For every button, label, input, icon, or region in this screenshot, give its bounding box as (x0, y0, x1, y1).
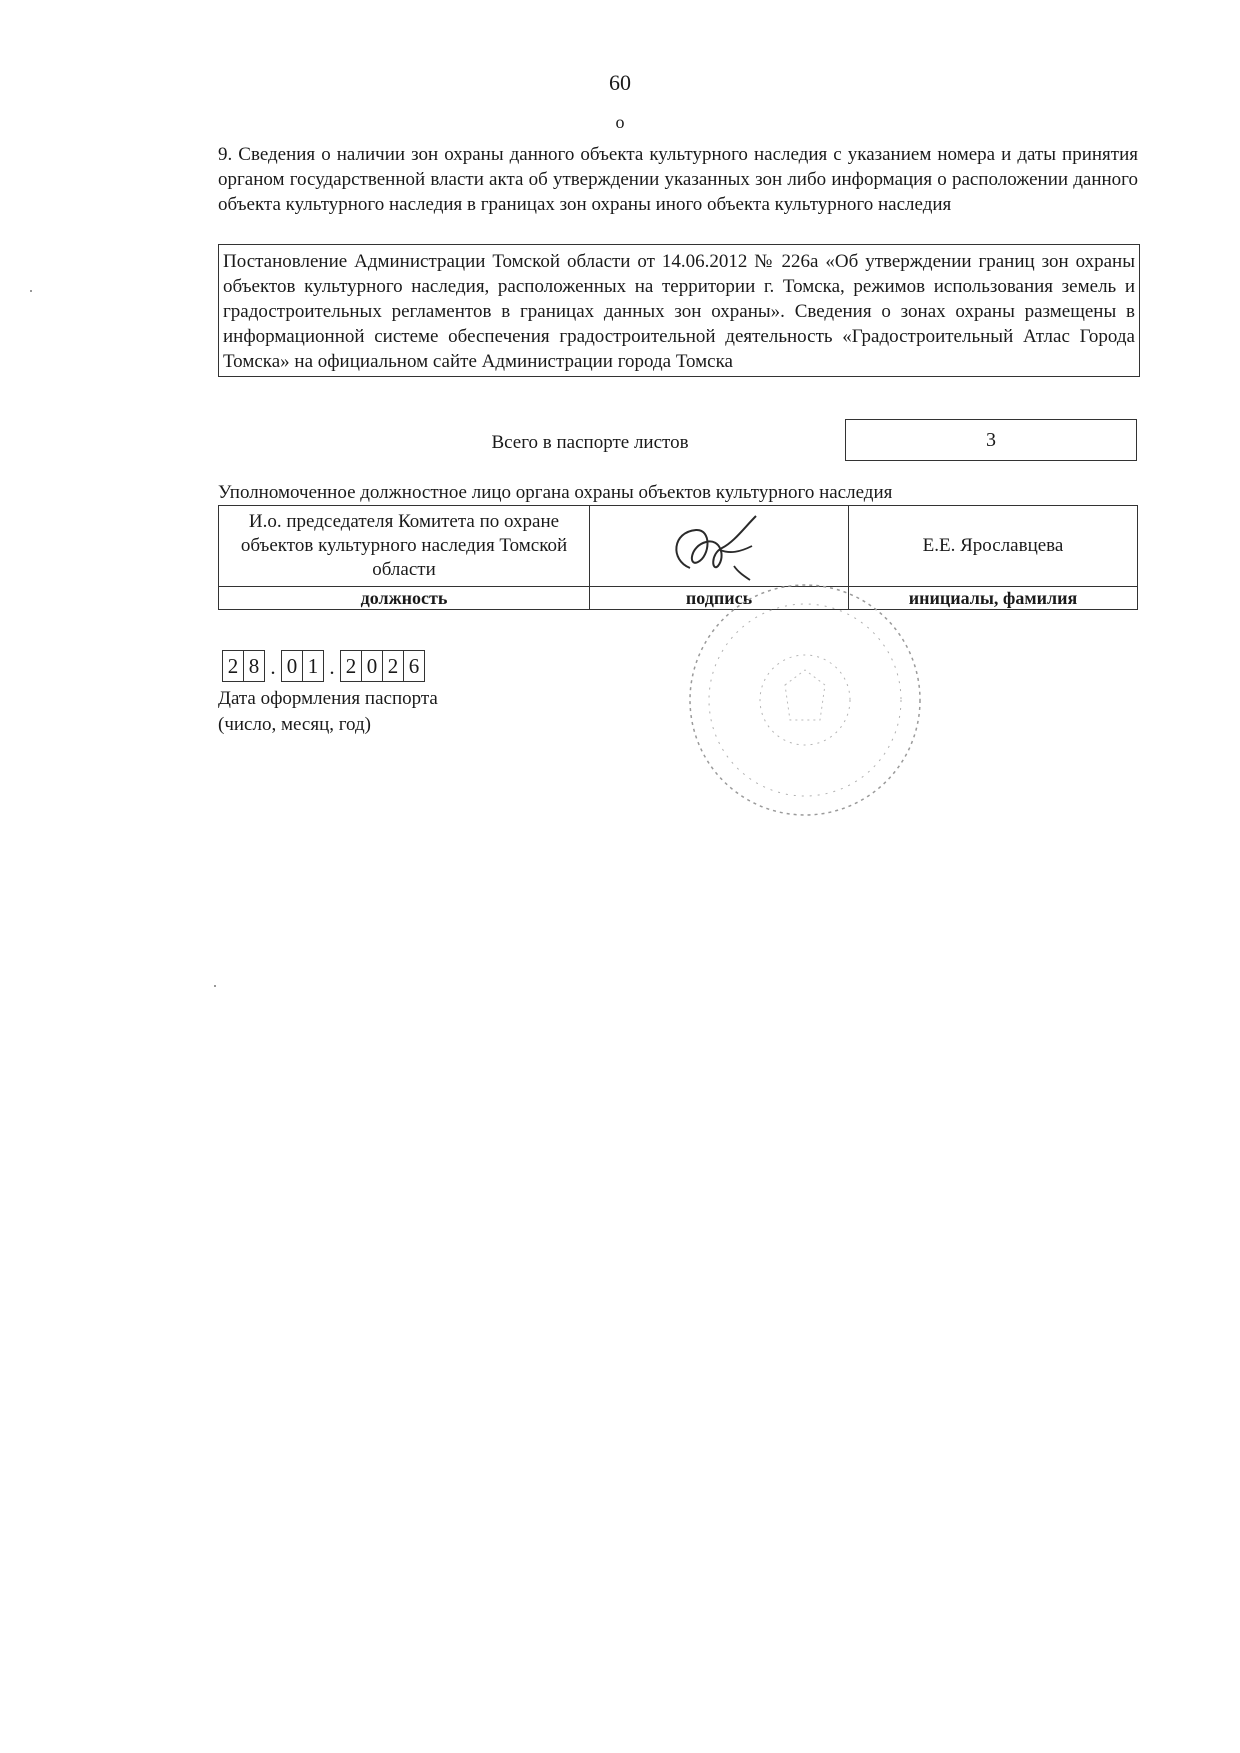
signature-caption: подпись (590, 587, 849, 610)
sheets-count-label: Всего в паспорте листов (491, 432, 689, 453)
date-label-text: Дата оформления паспорта (218, 688, 438, 709)
date-day-digit-1: 2 (222, 650, 244, 682)
page-number: 60 (609, 70, 631, 95)
name-caption: инициалы, фамилия (849, 587, 1138, 610)
date-year-digit-2: 0 (362, 650, 383, 682)
scan-speck (214, 985, 216, 987)
protection-zones-info-box: Постановление Администрации Томской области от 14.06.2012 № 226а «Об утверждении границ зон охраны объектов культурного наследия, расположенных на территории г. Томска, режимов использования земель и градостроительных регламентов в границах данных зон охраны». Сведения о зонах охраны размещены в информационной системе обеспечения градостроительной деятельность «Градостроительный Атлас Города Томска» на официальном сайте Администрации города Томска (218, 244, 1140, 377)
page-mark: о (615, 112, 625, 132)
section-9-heading: 9. Сведения о наличии зон охраны данного объекта культурного наследия с указанием номера и даты принятия органом государственной власти акта об утверждении указанных зон либо информация о расположении данного объекта культурного наследия в границах зон охраны иного объекта культурного наследия (218, 144, 1138, 215)
date-separator: . (270, 655, 276, 679)
authorized-official-title: Уполномоченное должностное лицо органа охраны объектов культурного наследия (218, 482, 893, 503)
authorized-official-table (218, 505, 1138, 610)
date-month-digit-1: 0 (281, 650, 303, 682)
date-separator: . (329, 655, 335, 679)
name-cell: Е.Е. Ярославцева (849, 506, 1138, 587)
date-month-digit-2: 1 (303, 650, 324, 682)
passport-date-label (218, 686, 438, 738)
official-stamp (680, 575, 930, 825)
position-caption: должность (219, 587, 590, 610)
sheets-count-box: 3 (845, 419, 1137, 461)
date-format-hint: (число, месяц, год) (218, 714, 372, 735)
date-year-digit-3: 2 (383, 650, 404, 682)
date-year-digit-1: 2 (340, 650, 362, 682)
position-cell: И.о. председателя Комитета по охране объектов культурного наследия Томской области (219, 506, 590, 587)
passport-date-boxes (222, 646, 425, 682)
date-day-digit-2: 8 (244, 650, 265, 682)
signature-graphic (660, 510, 780, 582)
scan-speck (30, 290, 32, 292)
date-year-digit-4: 6 (404, 650, 425, 682)
